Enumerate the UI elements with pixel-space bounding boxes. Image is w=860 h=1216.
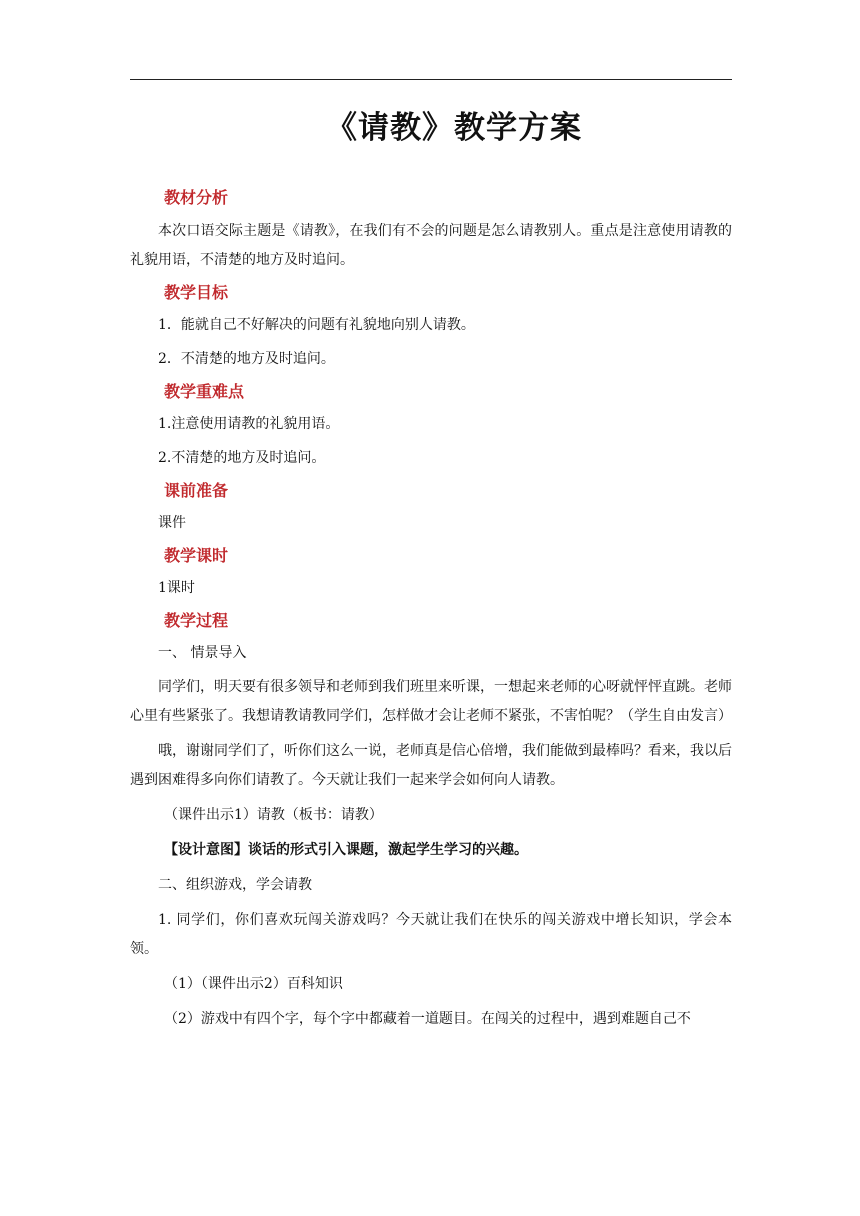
prep-text: 课件 — [158, 515, 186, 531]
section-heading-analysis: 教材分析 — [164, 188, 229, 207]
design-intent: 【设计意图】谈话的形式引入课题，激起学生学习的兴趣。 — [164, 842, 528, 858]
goal-item: 1．能就自己不好解决的问题有礼貌地向别人请教。 — [158, 317, 475, 333]
document-title: 《请教》教学方案 — [326, 110, 582, 146]
process-paragraph: 1. 同学们，你们喜欢玩闯关游戏吗？今天就让我们在快乐的闯关游戏中增长知识，学会本领。 — [130, 912, 732, 957]
analysis-text: 本次口语交际主题是《请教》，在我们有不会的问题是怎么请教别人。重点是注意使用请教的礼貌用语，不清楚的地方及时追问。 — [130, 223, 732, 268]
process-paragraph: 同学们，明天要有很多领导和老师到我们班里来听课，一想起来老师的心呀就怦怦直跳。老师心里有些紧张了。我想请教请教同学们，怎样做才会让老师不紧张，不害怕呢？（学生自由发言） — [130, 679, 732, 724]
hours-text: 1课时 — [158, 580, 195, 596]
process-step-1: 一、 情景导入 — [158, 645, 247, 661]
keypoint-item: 1.注意使用请教的礼貌用语。 — [158, 416, 340, 432]
document-body — [130, 186, 732, 1034]
process-step-2: 二、组织游戏，学会请教 — [158, 877, 312, 893]
section-heading-process: 教学过程 — [164, 611, 229, 630]
goal-item: 2．不清楚的地方及时追问。 — [158, 351, 335, 367]
section-heading-prep: 课前准备 — [164, 481, 229, 500]
keypoint-item: 2.不清楚的地方及时追问。 — [158, 450, 326, 466]
process-paragraph: （1）（课件出示2）百科知识 — [164, 976, 343, 992]
process-paragraph: 哦，谢谢同学们了，听你们这么一说，老师真是信心倍增，我们能做到最棒吗？看来，我以后遇到困难得多向你们请教了。今天就让我们一起来学会如何向人请教。 — [130, 743, 732, 788]
section-heading-hours: 教学课时 — [164, 546, 229, 565]
process-paragraph: （课件出示1）请教（板书：请教） — [164, 807, 383, 823]
section-heading-goals: 教学目标 — [164, 283, 229, 302]
header-rule — [130, 79, 732, 80]
section-heading-keypoints: 教学重难点 — [164, 382, 245, 401]
process-paragraph: （2）游戏中有四个字，每个字中都藏着一道题目。在闯关的过程中，遇到难题自己不 — [164, 1011, 691, 1027]
